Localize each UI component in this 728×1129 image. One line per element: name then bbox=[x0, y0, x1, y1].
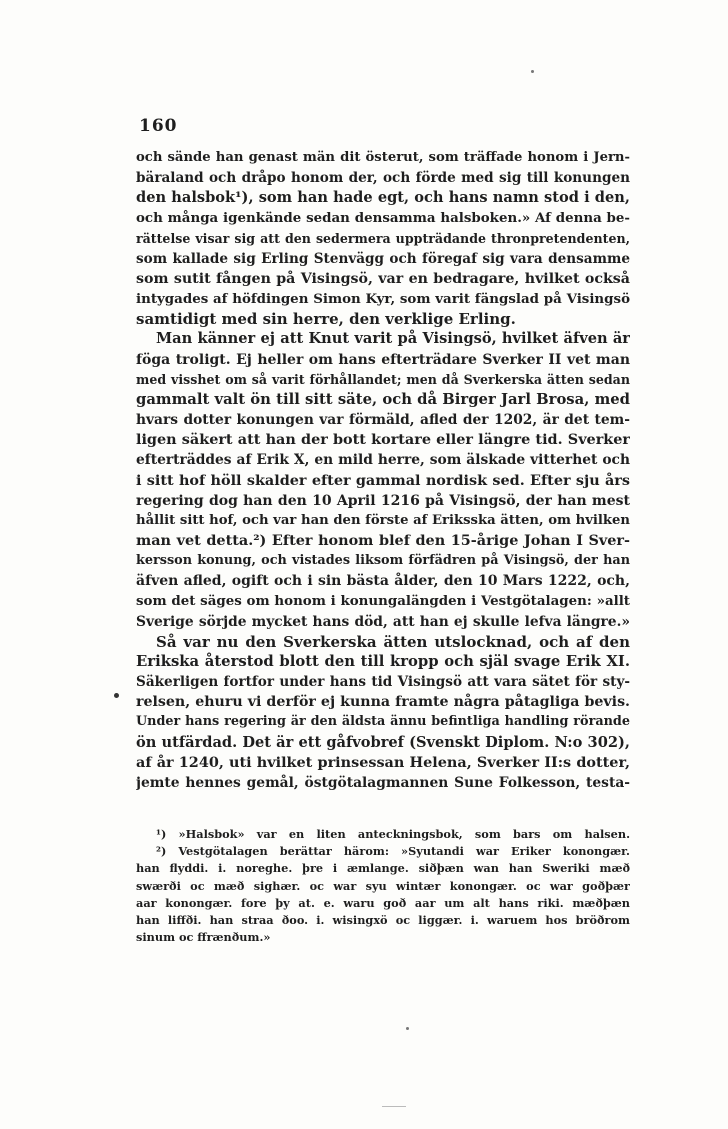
text-line: hållit sitt hof, och var han den förste af Eriksska ätten, om hvilken bbox=[136, 512, 630, 528]
text-line: som kallade sig Erling Stenvägg och föregaf sig vara densamme bbox=[136, 250, 630, 267]
text-line: som det säges om honom i konungalängden i Vestgötalagen: »allt bbox=[136, 593, 630, 610]
text-line: och sände han genast män dit österut, som träffade honom i Jern- bbox=[136, 150, 630, 165]
text-line: hvars dotter konungen var förmäld, afled der 1202, är det tem- bbox=[136, 412, 630, 429]
text-line: Så var nu den Sverkerska ätten utslocknad, och af den bbox=[156, 632, 630, 651]
text-line: med visshet om så varit förhållandet; men då Sverkerska ätten sedan bbox=[136, 371, 630, 387]
text-line: gammalt valt ön till sitt säte, och då Birger Jarl Brosa, med bbox=[136, 390, 630, 408]
text-line: efterträddes af Erik X, en mild herre, som älskade vitterhet och bbox=[136, 452, 630, 469]
text-line: föga troligt. Ej heller om hans efterträdare Sverker II vet man bbox=[136, 351, 630, 368]
main-text bbox=[136, 148, 630, 793]
page-number: 160 bbox=[139, 116, 178, 136]
text-line: rättelse visar sig att den sedermera uppträdande thronpretendenten, bbox=[136, 230, 630, 246]
text-line: Erikska återstod blott den till kropp och själ svage Erik XI. bbox=[136, 652, 630, 670]
text-line: man vet detta.²) Efter honom blef den 15-årige Johan I Sver- bbox=[136, 531, 630, 549]
footnote-line: ²) Vestgötalagen berättar härom: »Syutandi war Eriker konongær. bbox=[156, 844, 630, 859]
text-line: Säkerligen fortfor under hans tid Visingsö att vara sätet för sty- bbox=[136, 674, 630, 691]
text-line: Under hans regering är den äldsta ännu befintliga handling rörande bbox=[136, 714, 630, 730]
text-line: Sverige sörjde mycket hans död, att han ej skulle lefva längre.» bbox=[136, 613, 630, 630]
text-line: Man känner ej att Knut varit på Visingsö, hvilket äfven är bbox=[156, 330, 630, 348]
text-line: som sutit fången på Visingsö, var en bedragare, hvilket också bbox=[136, 270, 630, 287]
text-line: äfven afled, ogift och i sin bästa ålder, den 10 Mars 1222, och, bbox=[136, 573, 630, 590]
bottom-scan-mark bbox=[382, 1106, 406, 1107]
footnote-line: han flyddi. i. noreghe. þre i æmlange. siðþæn wan han Sweriki mæð bbox=[136, 861, 630, 876]
text-line: och många igenkände sedan densamma halsboken.» Af denna be- bbox=[136, 210, 630, 227]
footnotes bbox=[136, 826, 630, 946]
text-line: af år 1240, uti hvilket prinsessan Helena, Sverker II:s dotter, bbox=[136, 753, 630, 771]
text-line: samtidigt med sin herre, den verklige Erling. bbox=[136, 310, 516, 329]
text-line: bäraland och dråpo honom der, och förde med sig till konungen bbox=[136, 170, 630, 187]
text-line: i sitt hof höll skalder efter gammal nordisk sed. Efter sju års bbox=[136, 471, 630, 489]
text-line: relsen, ehuru vi derför ej kunna framte några påtagliga bevis. bbox=[136, 694, 630, 711]
text-line: ligen säkert att han der bott kortare eller längre tid. Sverker bbox=[136, 431, 630, 449]
bottom-ink-speck bbox=[406, 1027, 409, 1030]
margin-ink-dot bbox=[114, 693, 119, 698]
text-line: intygades af höfdingen Simon Kyr, som varit fängslad på Visingsö bbox=[136, 291, 630, 308]
footnote-line: swærði oc mæð sighær. oc war syu wintær konongær. oc war goðþær bbox=[136, 878, 630, 893]
text-line: jemte hennes gemål, östgötalagmannen Sune Folkesson, testa- bbox=[136, 774, 630, 791]
footnote-line: sinum oc ffrænðum.» bbox=[136, 930, 271, 945]
footnote-line: aar konongær. fore þy at. e. waru goð aar um alt hans riki. mæðþæn bbox=[136, 895, 630, 910]
top-ink-speck bbox=[531, 70, 534, 73]
text-line: den halsbok¹), som han hade egt, och hans namn stod i den, bbox=[136, 189, 630, 207]
footnote-line: han liffði. han straa ðoo. i. wisingxö oc liggær. i. waruem hos bröðrom bbox=[136, 913, 630, 928]
text-line: regering dog han den 10 April 1216 på Visingsö, der han mest bbox=[136, 492, 630, 509]
text-line: ön utfärdad. Det är ett gåfvobref (Svenskt Diplom. N:o 302), bbox=[136, 733, 630, 751]
text-line: kersson konung, och vistades liksom förfädren på Visingsö, der han bbox=[136, 553, 630, 569]
footnote-line: ¹) »Halsbok» var en liten anteckningsbok, som bars om halsen. bbox=[156, 827, 630, 841]
